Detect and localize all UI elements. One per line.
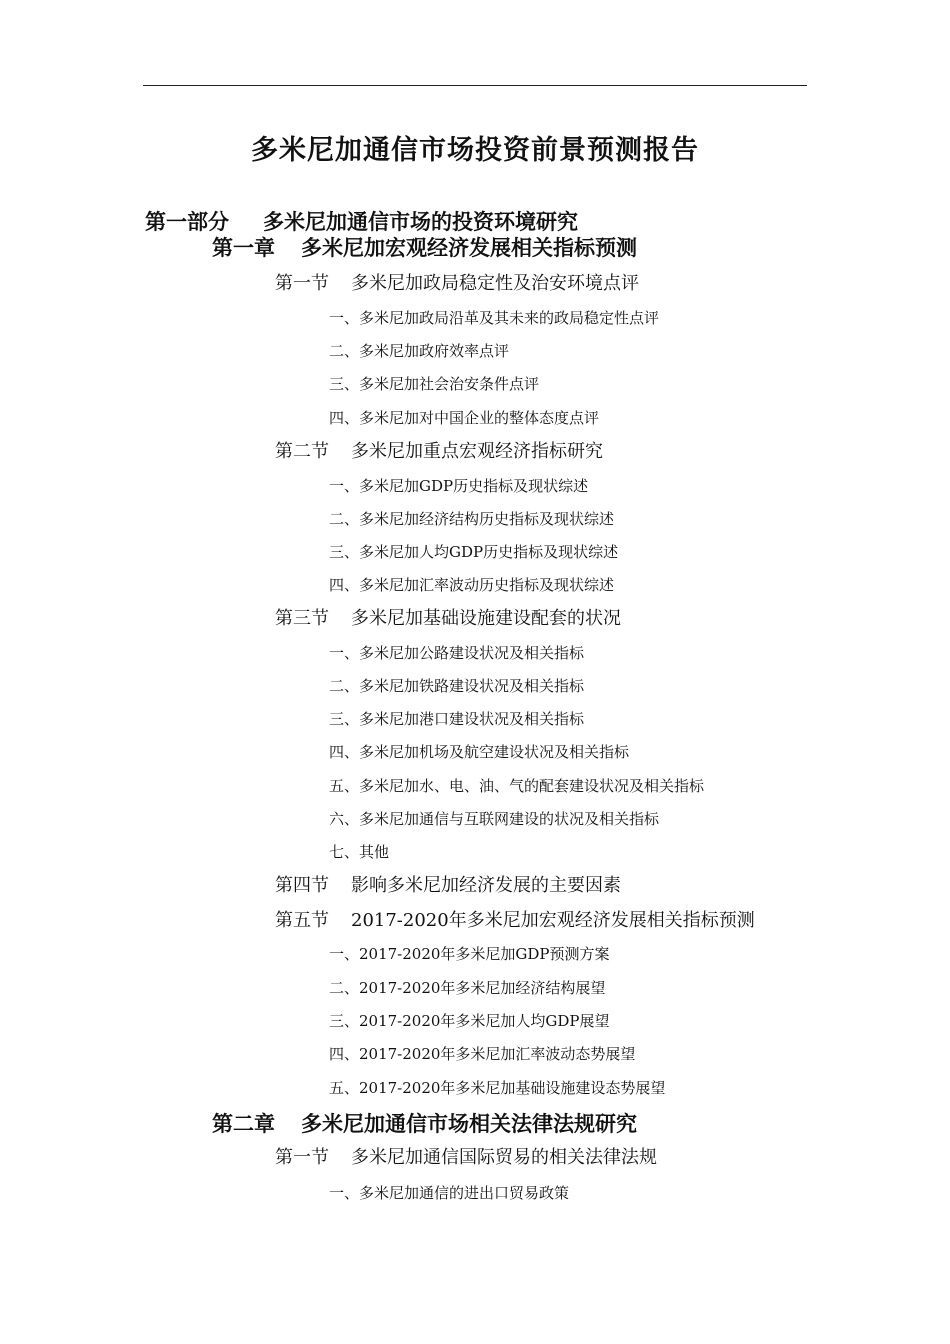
toc-item [329, 1014, 610, 1029]
toc-item [329, 1081, 665, 1096]
toc-text: 二、多米尼加经济结构历史指标及现状综述 [329, 510, 615, 528]
toc-text: 七、其他 [329, 843, 390, 861]
toc-text: 三、多米尼加人均GDP历史指标及现状综述 [329, 543, 619, 561]
toc-text: 影响多米尼加经济发展的主要因素 [351, 875, 621, 896]
toc-section [275, 610, 621, 628]
toc-text: 一、多米尼加GDP历史指标及现状综述 [329, 477, 589, 495]
toc-item [329, 845, 389, 860]
toc-text: 三、多米尼加社会治安条件点评 [329, 375, 540, 393]
toc-part [145, 211, 578, 232]
toc-text: 二、2017-2020年多米尼加经济结构展望 [329, 979, 606, 997]
toc-number: 第二节 [275, 441, 329, 462]
toc-chapter [212, 1113, 637, 1134]
toc-text: 二、多米尼加政府效率点评 [329, 342, 510, 360]
toc-text: 多米尼加重点宏观经济指标研究 [351, 441, 603, 462]
document-title: 多米尼加通信市场投资前景预测报告 [251, 135, 699, 166]
toc-number: 第二章 [212, 1111, 275, 1136]
toc-number: 第五节 [275, 910, 329, 931]
toc-item [329, 344, 509, 359]
toc-text: 四、2017-2020年多米尼加汇率波动态势展望 [329, 1045, 636, 1063]
toc-number: 第四节 [275, 875, 329, 896]
toc-text: 2017-2020年多米尼加宏观经济发展相关指标预测 [351, 910, 755, 931]
toc-item [329, 981, 605, 996]
toc-number: 第一节 [275, 1147, 329, 1168]
toc-chapter [212, 237, 637, 258]
toc-item [329, 578, 614, 593]
toc-text: 多米尼加宏观经济发展相关指标预测 [301, 235, 637, 260]
toc-item [329, 411, 599, 426]
toc-text: 一、多米尼加政局沿革及其未来的政局稳定性点评 [329, 309, 660, 327]
toc-text: 多米尼加基础设施建设配套的状况 [351, 608, 621, 629]
toc-text: 多米尼加政局稳定性及治安环境点评 [351, 273, 639, 294]
toc-section [275, 1149, 657, 1167]
toc-text: 六、多米尼加通信与互联网建设的状况及相关指标 [329, 810, 660, 828]
toc-item [329, 779, 704, 794]
toc-text: 一、多米尼加通信的进出口贸易政策 [329, 1184, 570, 1202]
toc-item [329, 679, 584, 694]
toc-number: 第一部分 [145, 209, 229, 234]
toc-item [329, 947, 610, 962]
toc-section [275, 877, 621, 895]
toc-item [329, 712, 584, 727]
toc-text: 四、多米尼加对中国企业的整体态度点评 [329, 409, 600, 427]
toc-text: 四、多米尼加汇率波动历史指标及现状综述 [329, 576, 615, 594]
toc-item [329, 512, 614, 527]
header-rule [143, 85, 807, 86]
toc-number: 第三节 [275, 608, 329, 629]
toc-item [329, 1186, 569, 1201]
toc-item [329, 311, 659, 326]
toc-text: 一、多米尼加公路建设状况及相关指标 [329, 644, 585, 662]
toc-text: 四、多米尼加机场及航空建设状况及相关指标 [329, 743, 630, 761]
toc-text: 一、2017-2020年多米尼加GDP预测方案 [329, 945, 610, 963]
toc-text: 多米尼加通信国际贸易的相关法律法规 [351, 1147, 657, 1168]
toc-text: 五、2017-2020年多米尼加基础设施建设态势展望 [329, 1079, 666, 1097]
toc-section [275, 443, 603, 461]
toc-item [329, 745, 629, 760]
toc-item [329, 646, 584, 661]
toc-item [329, 545, 618, 560]
toc-text: 三、多米尼加港口建设状况及相关指标 [329, 710, 585, 728]
toc-text: 五、多米尼加水、电、油、气的配套建设状况及相关指标 [329, 777, 705, 795]
toc-number: 第一节 [275, 273, 329, 294]
toc-section [275, 275, 639, 293]
toc-number: 第一章 [212, 235, 275, 260]
toc-item [329, 377, 539, 392]
toc-item [329, 1047, 635, 1062]
toc-section [275, 912, 755, 930]
toc-text: 多米尼加通信市场相关法律法规研究 [301, 1111, 637, 1136]
toc-text: 多米尼加通信市场的投资环境研究 [263, 209, 578, 234]
toc-text: 二、多米尼加铁路建设状况及相关指标 [329, 677, 585, 695]
toc-text: 三、2017-2020年多米尼加人均GDP展望 [329, 1012, 610, 1030]
toc-item [329, 812, 659, 827]
toc-item [329, 479, 588, 494]
